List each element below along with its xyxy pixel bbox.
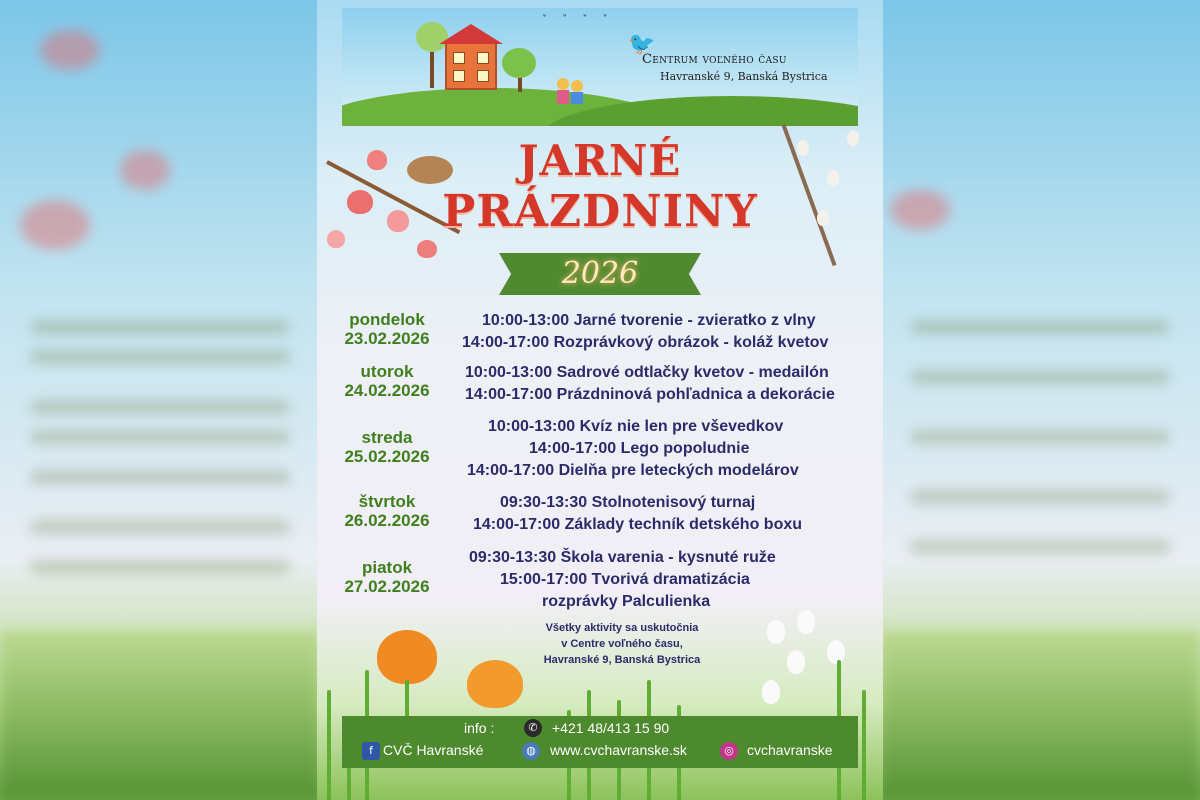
org-name: Centrum voľného času [642, 52, 787, 67]
activity: 14:00-17:00 Lego popoludnie [529, 440, 750, 457]
facebook-icon: f [362, 742, 380, 760]
activity: rozprávky Palculienka [542, 593, 711, 610]
day-date-tuesday: 24.02.2026 [344, 381, 430, 400]
info-label: info : [464, 720, 495, 736]
blurred-backdrop-left [0, 0, 320, 800]
activity: 14:00-17:00 Dielňa pre leteckých modelárov [467, 462, 799, 479]
activity: 10:00-13:00 Sadrové odtlačky kvetov - medailón [465, 364, 829, 381]
day-date-wednesday: 25.02.2026 [344, 447, 430, 466]
activity: 09:30-13:30 Stolnotenisový turnaj [500, 494, 756, 511]
snowdrop-decoration [757, 600, 877, 720]
tulip-decoration [377, 630, 467, 720]
day-name-thursday: štvrtok [358, 492, 416, 511]
day-date-friday: 27.02.2026 [344, 577, 430, 596]
venue-line-2: v Centre voľného času, [561, 638, 683, 650]
facebook-link[interactable]: CVČ Havranské [383, 742, 484, 758]
day-name-wednesday: streda [361, 428, 413, 447]
activity: 14:00-17:00 Rozprávkový obrázok - koláž kvetov [462, 334, 829, 351]
house-illustration [445, 42, 497, 90]
birds-illustration: ˅ ˅ ˅ ˅ [542, 14, 614, 25]
catkin-branch-decoration [777, 100, 883, 270]
tulip-decoration [467, 660, 547, 720]
crow-logo-icon: 🐦 [628, 32, 656, 57]
activity: 14:00-17:00 Prázdninová pohľadnica a dekorácie [465, 386, 835, 403]
title-line-1: JARNÉ [518, 136, 682, 185]
activity: 10:00-13:00 Jarné tvorenie - zvieratko z vlny [482, 312, 816, 329]
activity: 15:00-17:00 Tvorivá dramatizácia [500, 571, 750, 588]
day-name-tuesday: utorok [360, 362, 414, 381]
day-date-monday: 23.02.2026 [344, 329, 430, 348]
day-date-thursday: 26.02.2026 [344, 511, 430, 530]
instagram-icon: ◎ [720, 742, 738, 760]
contact-footer [342, 716, 858, 768]
venue-line-3: Havranské 9, Banská Bystrica [543, 654, 701, 666]
year-label: 2026 [561, 256, 639, 291]
phone-number[interactable]: +421 48/413 15 90 [552, 720, 670, 736]
instagram-link[interactable]: cvchavranske [747, 742, 833, 758]
title-line-2: PRÁZDNINY [442, 186, 758, 237]
blurred-backdrop-right [880, 0, 1200, 800]
activity: 10:00-13:00 Kvíz nie len pre vševedkov [488, 418, 784, 435]
activity: 09:30-13:30 Škola varenia - kysnuté ruže [469, 549, 776, 566]
phone-icon: ✆ [524, 719, 542, 737]
day-name-monday: pondelok [349, 310, 425, 329]
globe-icon: ◍ [522, 742, 540, 760]
website-link[interactable]: www.cvchavranske.sk [550, 742, 687, 758]
venue-line-1: Všetky aktivity sa uskutočnia [545, 622, 699, 634]
activity: 14:00-17:00 Základy techník detského boxu [473, 516, 803, 533]
org-address: Havranské 9, Banská Bystrica [660, 70, 828, 83]
poster [317, 0, 883, 800]
day-name-friday: piatok [361, 558, 413, 577]
children-illustration [557, 78, 597, 106]
